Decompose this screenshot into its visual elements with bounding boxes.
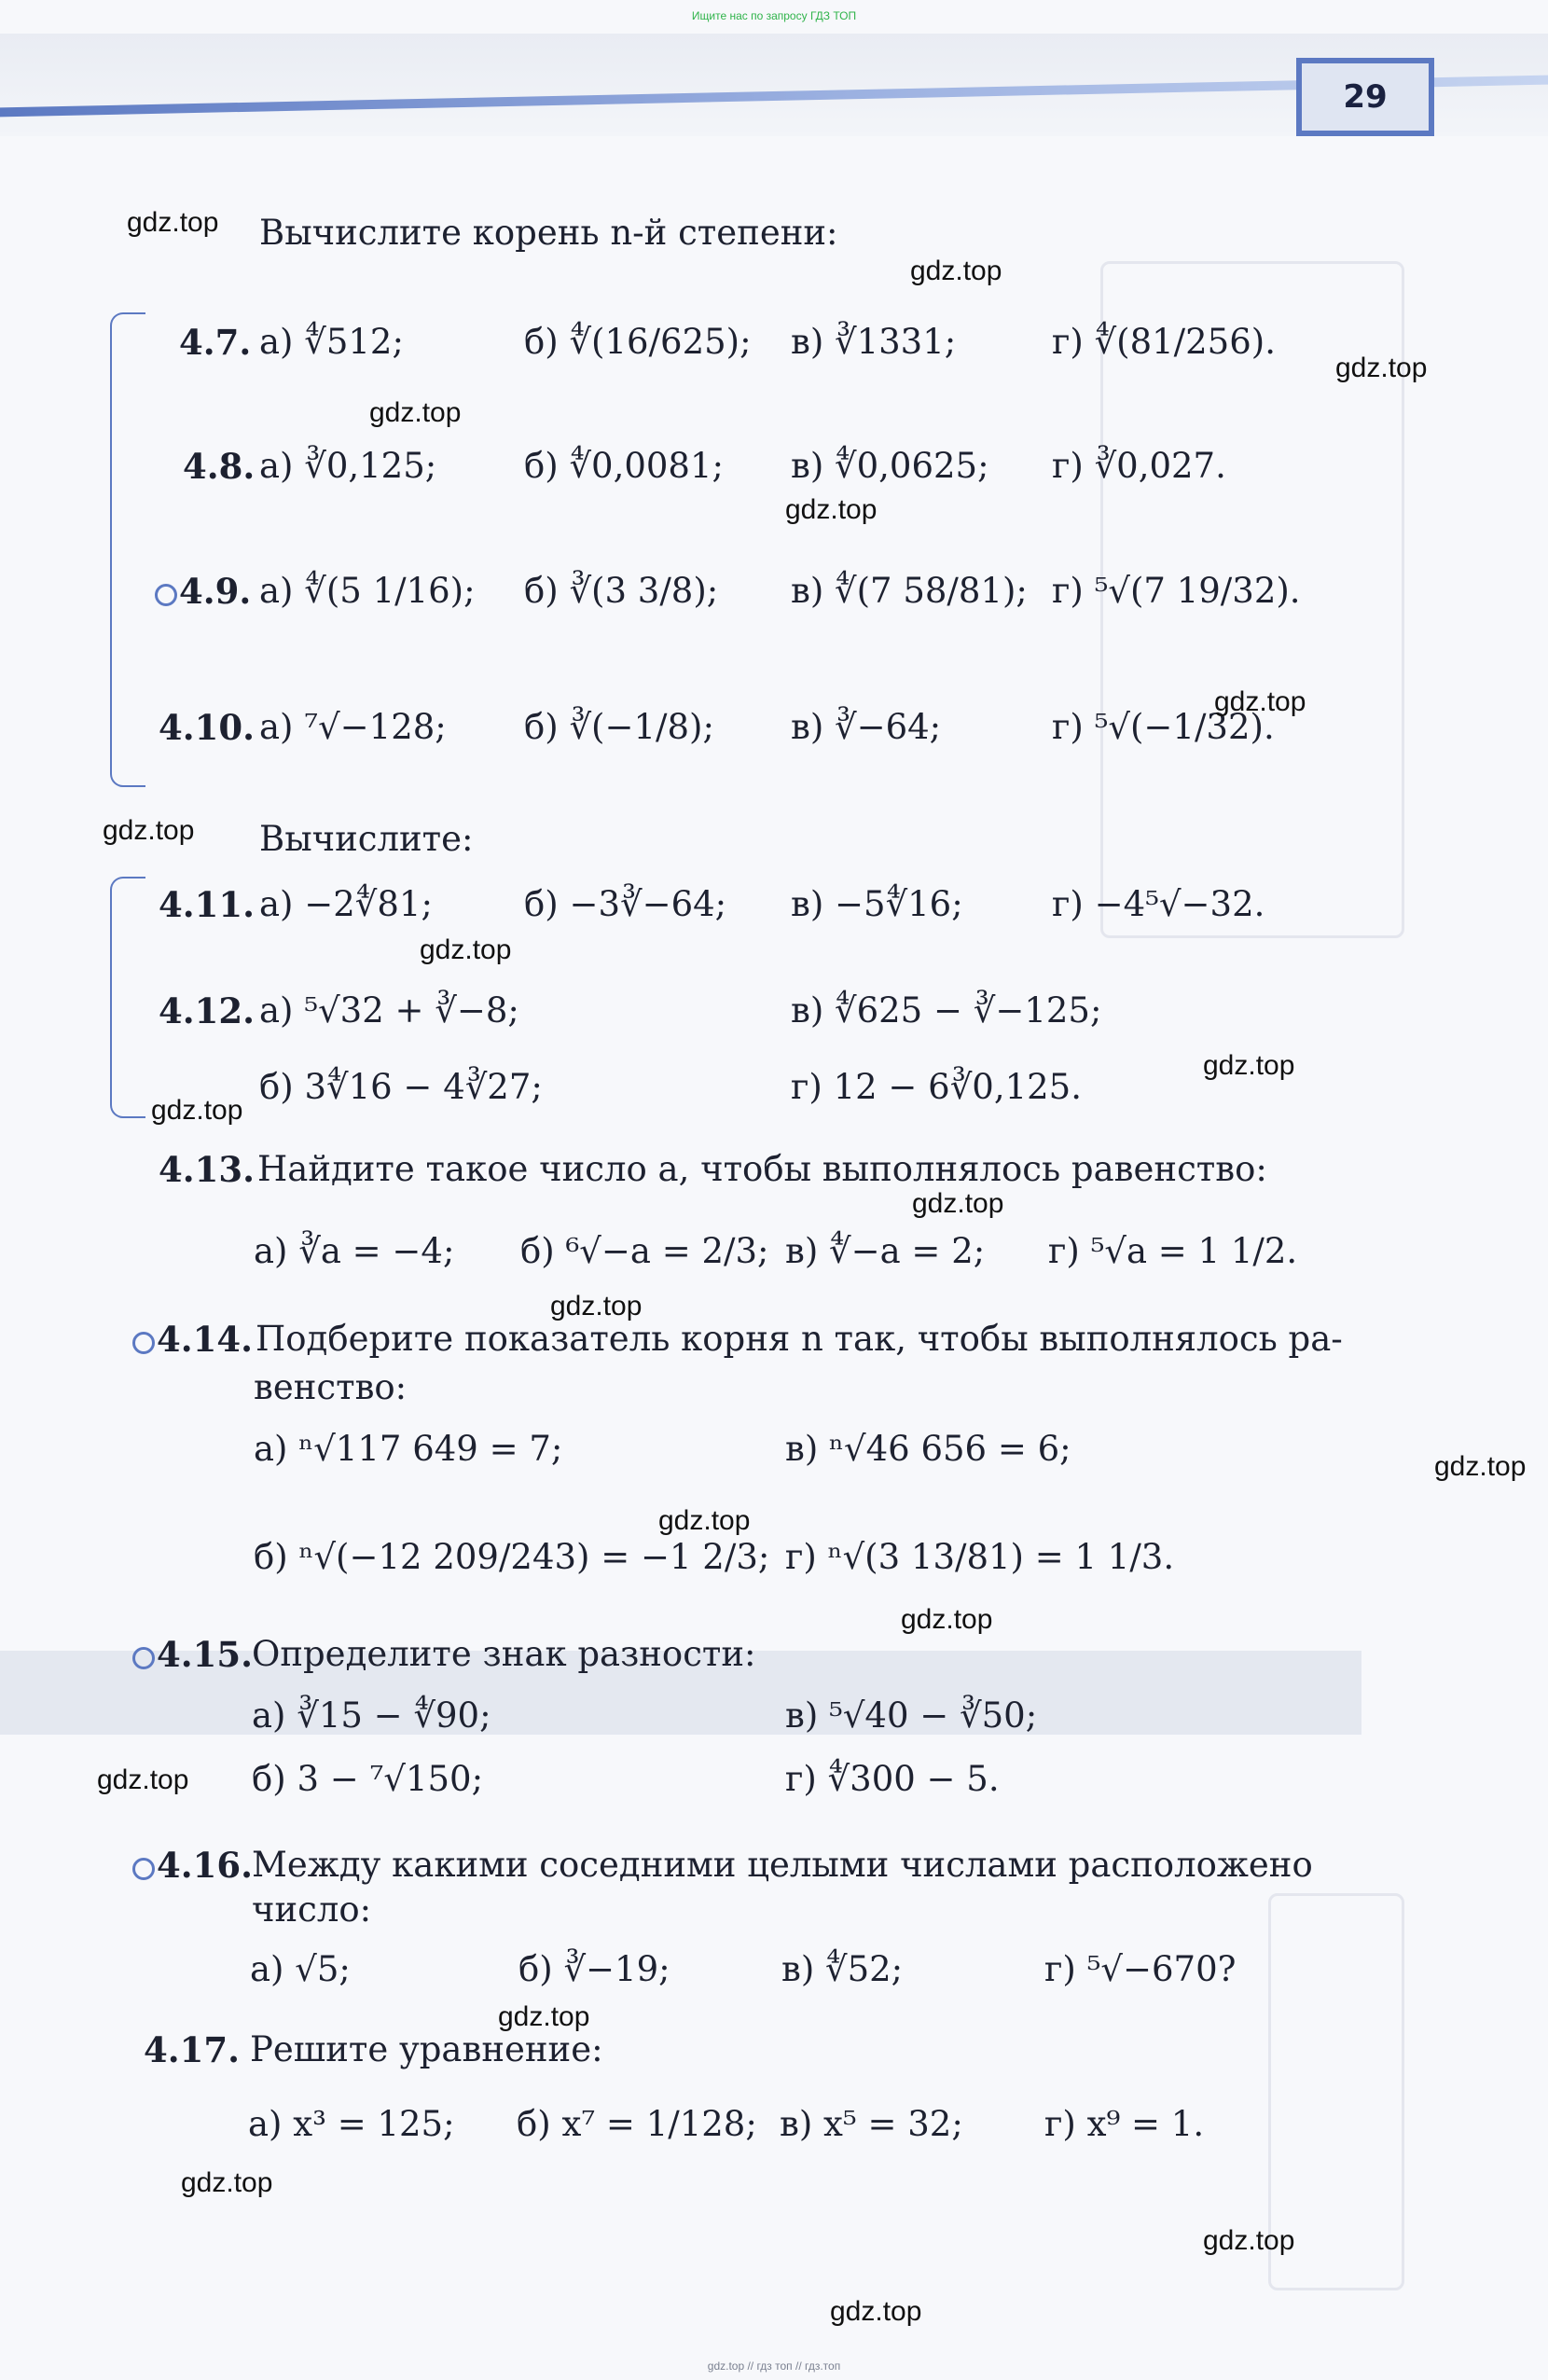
- watermark: gdz.top: [420, 934, 512, 965]
- watermark: gdz.top: [830, 2296, 922, 2327]
- optional-marker-icon: [132, 1858, 155, 1880]
- exercise-item: в) ∜0,0625;: [791, 446, 989, 486]
- exercise-text: Решите уравнение:: [250, 2029, 603, 2069]
- exercise-item: г) ∜(81/256).: [1052, 322, 1276, 362]
- exercise-text: Найдите такое число a, чтобы выполнялось равенство:: [257, 1149, 1267, 1189]
- watermark: gdz.top: [1214, 686, 1306, 717]
- optional-marker-icon: [132, 1332, 155, 1354]
- heading-calculate: Вычислите:: [259, 819, 474, 859]
- exercise-item: г) ⁵√−670?: [1044, 1949, 1237, 1989]
- exercise-item: б) ∛−19;: [518, 1949, 670, 1989]
- exercise-item: г) ⁵√(7 19/32).: [1052, 571, 1301, 611]
- exercise-item: а) ∛a = −4;: [254, 1231, 455, 1271]
- exercise-item: в) ∛1331;: [791, 322, 957, 362]
- exercise-item: в) x⁵ = 32;: [780, 2104, 963, 2144]
- watermark: gdz.top: [912, 1188, 1004, 1219]
- bracket-group-1: [110, 312, 145, 787]
- exercise-text: венство:: [254, 1367, 408, 1407]
- exercise-item: б) ⁶√−a = 2/3;: [520, 1231, 769, 1271]
- exercise-item: в) ∜−a = 2;: [785, 1231, 986, 1271]
- exercise-number: 4.16.: [157, 1845, 253, 1886]
- exercise-item: б) ∛(−1/8);: [524, 707, 714, 747]
- exercise-number: 4.8.: [183, 446, 256, 487]
- exercise-item: в) ∜52;: [781, 1949, 904, 1989]
- watermark: gdz.top: [151, 1095, 243, 1126]
- watermark: gdz.top: [1203, 2225, 1295, 2256]
- watermark: gdz.top: [97, 1764, 189, 1795]
- watermark: gdz.top: [550, 1291, 643, 1321]
- exercise-item: б) 3 − ⁷√150;: [252, 1759, 484, 1799]
- exercise-item: а) ⁿ√117 649 = 7;: [254, 1429, 563, 1469]
- exercise-item: а) ∛15 − ∜90;: [252, 1695, 491, 1736]
- exercise-item: в) ⁵√40 − ∛50;: [785, 1695, 1038, 1736]
- heading-nth-root: Вычислите корень n-й степени:: [259, 213, 838, 253]
- exercise-item: г) x⁹ = 1.: [1044, 2104, 1205, 2144]
- watermark: gdz.top: [181, 2167, 273, 2198]
- exercise-item: а) ∜(5 1/16);: [259, 571, 476, 611]
- exercise-item: в) ∜(7 58/81);: [791, 571, 1028, 611]
- exercise-number: 4.10.: [159, 707, 255, 748]
- exercise-number: 4.13.: [159, 1149, 255, 1190]
- exercise-item: в) ⁿ√46 656 = 6;: [785, 1429, 1071, 1469]
- exercise-number: 4.17.: [144, 2029, 240, 2070]
- watermark: gdz.top: [1335, 353, 1428, 383]
- watermark: gdz.top: [103, 815, 195, 846]
- watermark: gdz.top: [910, 256, 1002, 286]
- exercise-item: а) ∛0,125;: [259, 446, 437, 486]
- exercise-item: г) ⁵√a = 1 1/2.: [1048, 1231, 1298, 1271]
- watermark: gdz.top: [901, 1604, 993, 1635]
- exercise-item: г) ⁵√(−1/32).: [1052, 707, 1275, 747]
- exercise-text: Определите знак разности:: [252, 1634, 756, 1674]
- optional-marker-icon: [155, 584, 177, 606]
- top-banner: Ищите нас по запросу ГДЗ ТОП: [691, 9, 857, 22]
- exercise-item: б) −3∛−64;: [524, 884, 727, 924]
- exercise-item: б) ∜0,0081;: [524, 446, 724, 486]
- watermark: gdz.top: [785, 494, 878, 525]
- watermark: gdz.top: [127, 207, 219, 238]
- exercise-item: б) 3∜16 − 4∛27;: [259, 1067, 543, 1107]
- exercise-text: Между какими соседними целыми числами расположено: [252, 1845, 1313, 1885]
- bottom-banner: gdz.top // гдз топ // гдз.топ: [707, 2359, 841, 2373]
- exercise-item: б) ⁿ√(−12 209/243) = −1 2/3;: [254, 1537, 770, 1577]
- exercise-item: г) −4⁵√−32.: [1052, 884, 1265, 924]
- exercise-item: г) ⁿ√(3 13/81) = 1 1/3.: [785, 1537, 1175, 1577]
- exercise-number: 4.15.: [157, 1634, 253, 1675]
- exercise-item: в) ∛−64;: [791, 707, 942, 747]
- exercise-item: г) ∜300 − 5.: [785, 1759, 1000, 1799]
- exercise-number: 4.7.: [179, 322, 252, 363]
- watermark: gdz.top: [658, 1505, 751, 1536]
- exercise-number: 4.11.: [159, 884, 255, 925]
- exercise-text: Подберите показатель корня n так, чтобы выполнялось ра-: [256, 1319, 1343, 1359]
- page-number: 29: [1296, 58, 1434, 136]
- watermark: gdz.top: [1203, 1050, 1295, 1081]
- exercise-item: в) −5∜16;: [791, 884, 963, 924]
- bracket-group-2: [110, 877, 145, 1118]
- watermark: gdz.top: [1434, 1451, 1527, 1482]
- exercise-item: а) −2∜81;: [259, 884, 433, 924]
- exercise-item: в) ∜625 − ∛−125;: [791, 990, 1102, 1031]
- watermark: gdz.top: [369, 397, 462, 428]
- exercise-number: 4.14.: [157, 1319, 253, 1360]
- exercise-item: а) √5;: [250, 1949, 351, 1989]
- exercise-item: а) ∜512;: [259, 322, 404, 362]
- exercise-item: г) 12 − 6∛0,125.: [791, 1067, 1082, 1107]
- exercise-item: г) ∛0,027.: [1052, 446, 1226, 486]
- exercise-item: б) x⁷ = 1/128;: [517, 2104, 757, 2144]
- exercise-text: число:: [252, 1889, 372, 1930]
- exercise-item: а) ⁷√−128;: [259, 707, 447, 747]
- exercise-item: б) ∛(3 3/8);: [524, 571, 719, 611]
- optional-marker-icon: [132, 1647, 155, 1669]
- exercise-item: а) x³ = 125;: [248, 2104, 455, 2144]
- watermark: gdz.top: [498, 2001, 590, 2032]
- exercise-item: а) ⁵√32 + ∛−8;: [259, 990, 519, 1031]
- exercise-number: 4.9.: [179, 571, 252, 612]
- exercise-item: б) ∜(16/625);: [524, 322, 752, 362]
- exercise-number: 4.12.: [159, 990, 255, 1031]
